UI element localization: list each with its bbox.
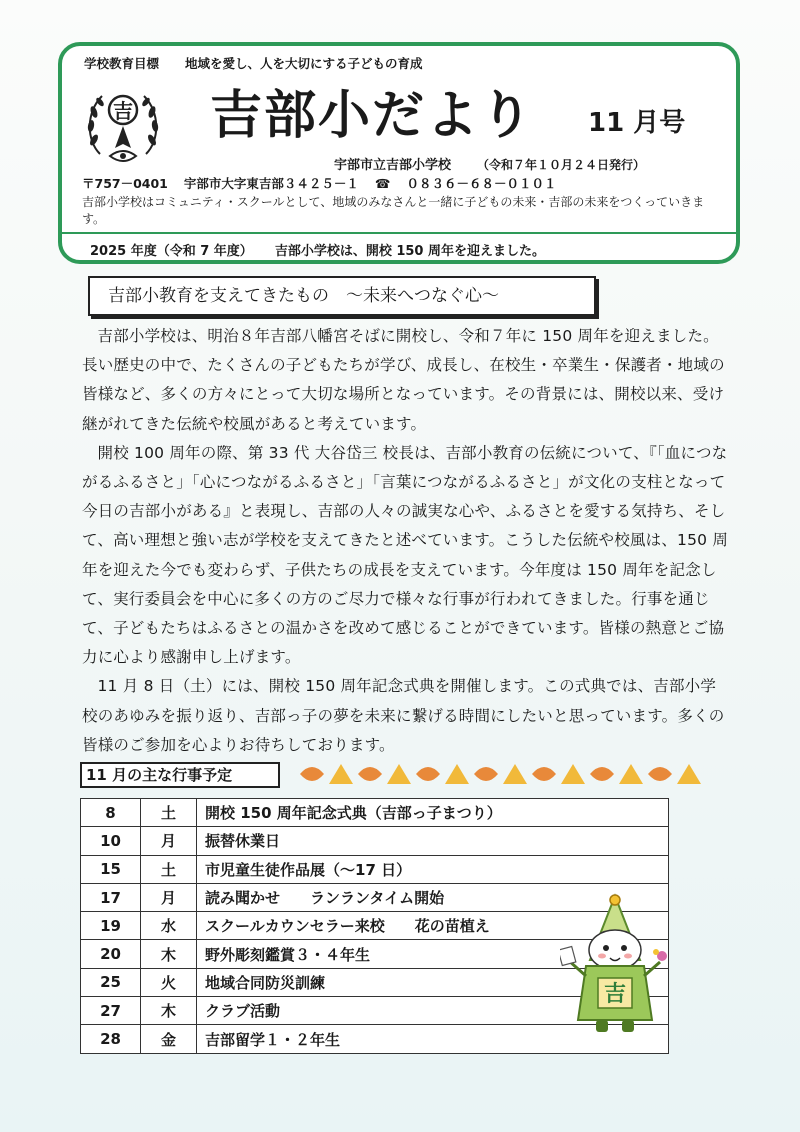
leaf-shape bbox=[387, 764, 411, 784]
header-box bbox=[58, 42, 740, 264]
event-row bbox=[81, 855, 669, 883]
event-row bbox=[81, 799, 669, 827]
leaf-shape bbox=[300, 767, 324, 781]
event-day: 15 bbox=[81, 855, 141, 883]
issue-number: 11 月号 bbox=[588, 108, 686, 138]
autumn-leaves-decoration-icon bbox=[290, 758, 710, 790]
school-emblem-icon bbox=[82, 82, 164, 168]
event-day: 17 bbox=[81, 883, 141, 911]
event-day: 27 bbox=[81, 997, 141, 1025]
event-day: 10 bbox=[81, 827, 141, 855]
event-description: 野外彫刻鑑賞３・４年生 bbox=[197, 940, 669, 968]
event-description: 吉部留学１・２年生 bbox=[197, 1025, 669, 1053]
event-weekday: 月 bbox=[141, 827, 197, 855]
leaf-shape bbox=[416, 767, 440, 781]
event-day: 25 bbox=[81, 968, 141, 996]
header-divider bbox=[62, 232, 736, 234]
event-weekday: 火 bbox=[141, 968, 197, 996]
leaf-shape bbox=[503, 764, 527, 784]
event-weekday: 水 bbox=[141, 912, 197, 940]
event-description: 開校 150 周年記念式典（吉部っ子まつり） bbox=[197, 799, 669, 827]
goal-label: 学校教育目標 bbox=[84, 56, 160, 71]
leaf-shape bbox=[648, 767, 672, 781]
events-heading: 11 月の主な行事予定 bbox=[80, 762, 280, 788]
leaf-shape bbox=[561, 764, 585, 784]
article-body bbox=[82, 322, 730, 760]
article-heading: 吉部小教育を支えてきたもの ～未来へつなぐ心～ bbox=[88, 276, 596, 316]
article-paragraph: 11 月 8 日（土）には、開校 150 周年記念式典を開催します。この式典では、吉部小学校のあゆみを振り返り、吉部っ子の夢を未来に繋げる時間にしたいと思っています。多くの皆様のご参加を心よりお待ちしております。 bbox=[82, 677, 725, 754]
event-description: クラブ活動 bbox=[197, 997, 669, 1025]
mascot-character-icon bbox=[560, 890, 670, 1040]
anniversary-year: 2025 年度（令和 7 年度） bbox=[90, 244, 253, 259]
leaf-shape bbox=[532, 767, 556, 781]
community-school-text: 吉部小学校はコミュニティ・スクールとして、地域のみなさんと一緒に子どもの未来・吉部の未来をつくっていきます。 bbox=[82, 195, 705, 226]
address-line bbox=[82, 174, 557, 192]
leaf-shape bbox=[677, 764, 701, 784]
leaf-shape bbox=[329, 764, 353, 784]
leaf-shape bbox=[590, 767, 614, 781]
phone-icon: ☎ bbox=[374, 176, 391, 191]
event-description: 振替休業日 bbox=[197, 827, 669, 855]
event-row bbox=[81, 827, 669, 855]
mascot-char: 吉 bbox=[603, 982, 627, 1007]
article-paragraph: 開校 100 周年の際、第 33 代 大谷岱三 校長は、吉部小教育の伝統について、『「血につながるふるさと」「心につながるふるさと」「言葉につながるふるさと」が文化の支柱となって今日の吉部小がある』と表現し、吉部の人々の誠実な心や、ふるさとを愛する気持ち、そして、高い理想と強い志が学校を支えてきたと述べています。こうした伝統や校風は、150 周年を迎えた今でも変わらず、子供たちの成長を支えています。今年度は 150 周年を記念して、実行委員会を中心に多くの方のご尽力で様々な行事が行われてきました。行事を通じて、子どもたちはふるさとの温かさを改めて感じることができています。皆様の熱意とご協力に心より感謝申し上げます。 bbox=[82, 443, 729, 667]
event-weekday: 木 bbox=[141, 997, 197, 1025]
newsletter-title: 吉部小だより bbox=[210, 86, 535, 146]
postal-code: 〒757－0401 bbox=[82, 176, 168, 191]
leaf-shape bbox=[474, 767, 498, 781]
event-description: 読み聞かせ ランランタイム開始 bbox=[197, 883, 669, 911]
event-day: 19 bbox=[81, 912, 141, 940]
leaf-shape bbox=[619, 764, 643, 784]
leaf-shape bbox=[358, 767, 382, 781]
article-paragraph: 吉部小学校は、明治８年吉部八幡宮そばに開校し、令和７年に 150 周年を迎えました。長い歴史の中で、たくさんの子どもたちが学び、成長し、在校生・卒業生・保護者・地域の皆様など、多くの方々にとって大切な場所となっています。その背景には、開校以来、受け継がれてきた伝統や校風があると考えています。 bbox=[82, 327, 725, 433]
anniversary-line bbox=[90, 240, 545, 259]
event-day: 8 bbox=[81, 799, 141, 827]
event-description: 市児童生徒作品展（～17 日） bbox=[197, 855, 669, 883]
street-address: 宇部市大字東吉部３４２５－１ bbox=[183, 176, 359, 191]
goal-text: 地域を愛し、人を大切にする子どもの育成 bbox=[185, 56, 423, 71]
school-name: 宇部市立吉部小学校 bbox=[334, 158, 452, 173]
event-description: 地域合同防災訓練 bbox=[197, 968, 669, 996]
issue-date: （令和７年１０月２４日発行） bbox=[477, 158, 646, 172]
event-day: 20 bbox=[81, 940, 141, 968]
leaf-shape bbox=[445, 764, 469, 784]
event-day: 28 bbox=[81, 1025, 141, 1053]
school-goal bbox=[84, 54, 423, 72]
phone-number: ０８３６－６８－０１０１ bbox=[406, 176, 557, 191]
event-description: スクールカウンセラー来校 花の苗植え bbox=[197, 912, 669, 940]
school-info-line bbox=[334, 154, 645, 173]
event-weekday: 金 bbox=[141, 1025, 197, 1053]
anniversary-text: 吉部小学校は、開校 150 周年を迎えました。 bbox=[274, 244, 546, 259]
event-weekday: 土 bbox=[141, 855, 197, 883]
event-weekday: 月 bbox=[141, 883, 197, 911]
emblem-char: 吉 bbox=[113, 99, 133, 123]
event-weekday: 木 bbox=[141, 940, 197, 968]
event-weekday: 土 bbox=[141, 799, 197, 827]
